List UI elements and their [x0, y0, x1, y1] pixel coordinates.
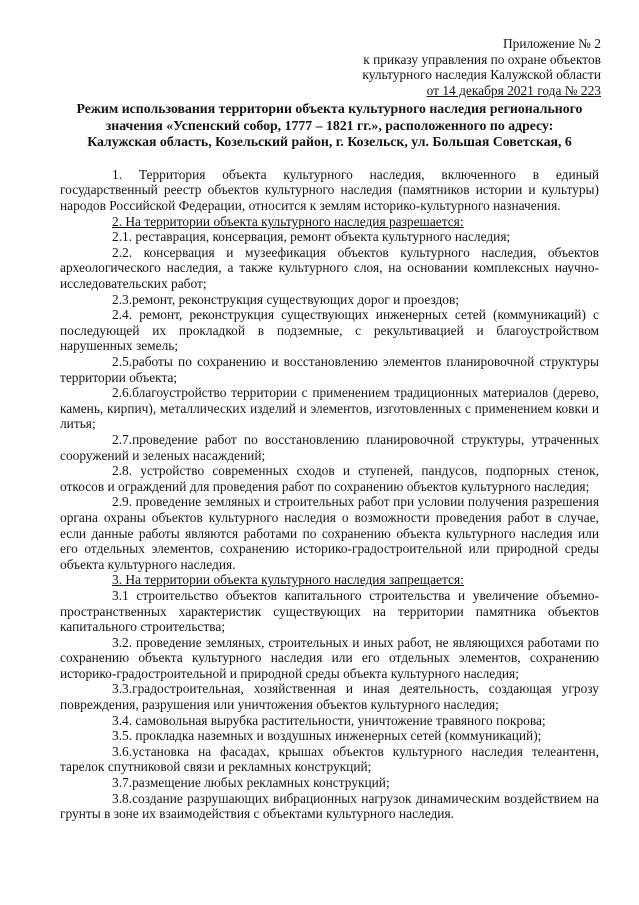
section-3-item: 3.8.создание разрушающих вибрационных нагрузок динамическим воздействием на грунты в зоне их взаимодействия с объектами культурного наследия. [60, 790, 599, 822]
section-2-item: 2.1. реставрация, консервация, ремонт объекта культурного наследия; [112, 229, 511, 245]
section-1-paragraph: 1. Территория объекта культурного наследия, включенного в единый государственный реестр объектов культурного наследия (памятников истории и культуры) народов Российской Федерации, относится к землям историко-культурного назначения. [60, 166, 599, 214]
section-3-item: 3.7.размещение любых рекламных конструкций; [112, 775, 390, 791]
document-title [60, 101, 599, 151]
section-2-item: 2.6.благоустройство территории с применением традиционных материалов (дерево, камень, кирпич), металлических изделий и элементов, изготовленных с применением ковки и литья; [60, 385, 599, 432]
approval-line-1: Приложение № 2 [502, 36, 601, 51]
section-3-heading-text: 3. На территории объекта культурного наследия запрещается: [112, 572, 464, 588]
section-2-item: 2.8. устройство современных сходов и ступеней, пандусов, подпорных стенок, откосов и ограждений для проведения работ по сохранению объектов культурного наследия; [60, 463, 599, 494]
section-3-item: 3.5. прокладка наземных и воздушных инженерных сетей (коммуникаций); [112, 728, 542, 744]
approval-line-4: от 14 декабря 2021 года № 223 [426, 82, 601, 98]
title-line-3: Калужская область, Козельский район, г. Козельск, ул. Большая Советская, 6 [87, 134, 572, 150]
section-2-item: 2.4. ремонт, реконструкция существующих инженерных сетей (коммуникаций) с последующей их прокладкой в подземные, с рекультивацией и благоустройством нарушенных земель; [60, 307, 599, 354]
approval-line-3: культурного наследия Калужской области [362, 67, 601, 83]
approval-line-2: к приказу управления по охране объектов [363, 51, 601, 67]
section-3-item: 3.2. проведение земляных, строительных и иных работ, не являющихся работами по сохранению объекта культурного наследия или его отдельных элементов, сохранению историко-градостроительной и природной среды объекта культурного наследия; [60, 634, 599, 681]
title-line-2: значения «Успенский собор, 1777 – 1821 гг.», расположенного по адресу: [105, 117, 554, 133]
section-3-heading [60, 572, 599, 588]
section-3-item: 3.1 строительство объектов капитального строительства и увеличение объемно-пространственных характеристик существующих на территории памятника объектов капитального строительства; [60, 587, 599, 635]
section-3-item: 3.3.градостроительная, хозяйственная и иная деятельность, создающая угрозу повреждения, разрушения или уничтожения объектов культурного наследия; [60, 681, 599, 713]
title-line-1: Режим использования территории объекта культурного наследия регионального [76, 101, 583, 117]
section-2-item: 2.5.работы по сохранению и восстановлению элементов планировочной структуры территории объекта; [60, 354, 599, 385]
section-2-item: 2.2. консервация и музеефикация объектов культурного наследия, объектов археологического наследия, а также культурного слоя, на основании комплексных научно-исследовательских работ; [60, 244, 599, 292]
section-2-item: 2.7.проведение работ по восстановлению планировочной структуры, утраченных сооружений и зеленых насаждений; [60, 431, 599, 463]
approval-block [60, 36, 601, 98]
section-2-item: 2.3.ремонт, реконструкция существующих дорог и проездов; [112, 291, 460, 307]
section-2-heading [60, 214, 599, 230]
section-3-item: 3.4. самовольная вырубка растительности, уничтожение травяного покрова; [112, 712, 546, 728]
section-2-heading-text: 2. На территории объекта культурного наследия разрешается: [112, 213, 464, 229]
section-2-item: 2.9. проведение земляных и строительных работ при условии получения разрешения органа охраны объектов культурного наследия о возможности проведения работ в случае, если данные работы являются работами по сохранению объекта культурного наследия или его отдельных элементов, сохранению историко-градостроительной или природной среды объекта культурного наследия. [60, 494, 599, 572]
section-3-item: 3.6.установка на фасадах, крышах объектов культурного наследия телеантенн, тарелок спутниковой связи и рекламных конструкций; [60, 743, 599, 775]
